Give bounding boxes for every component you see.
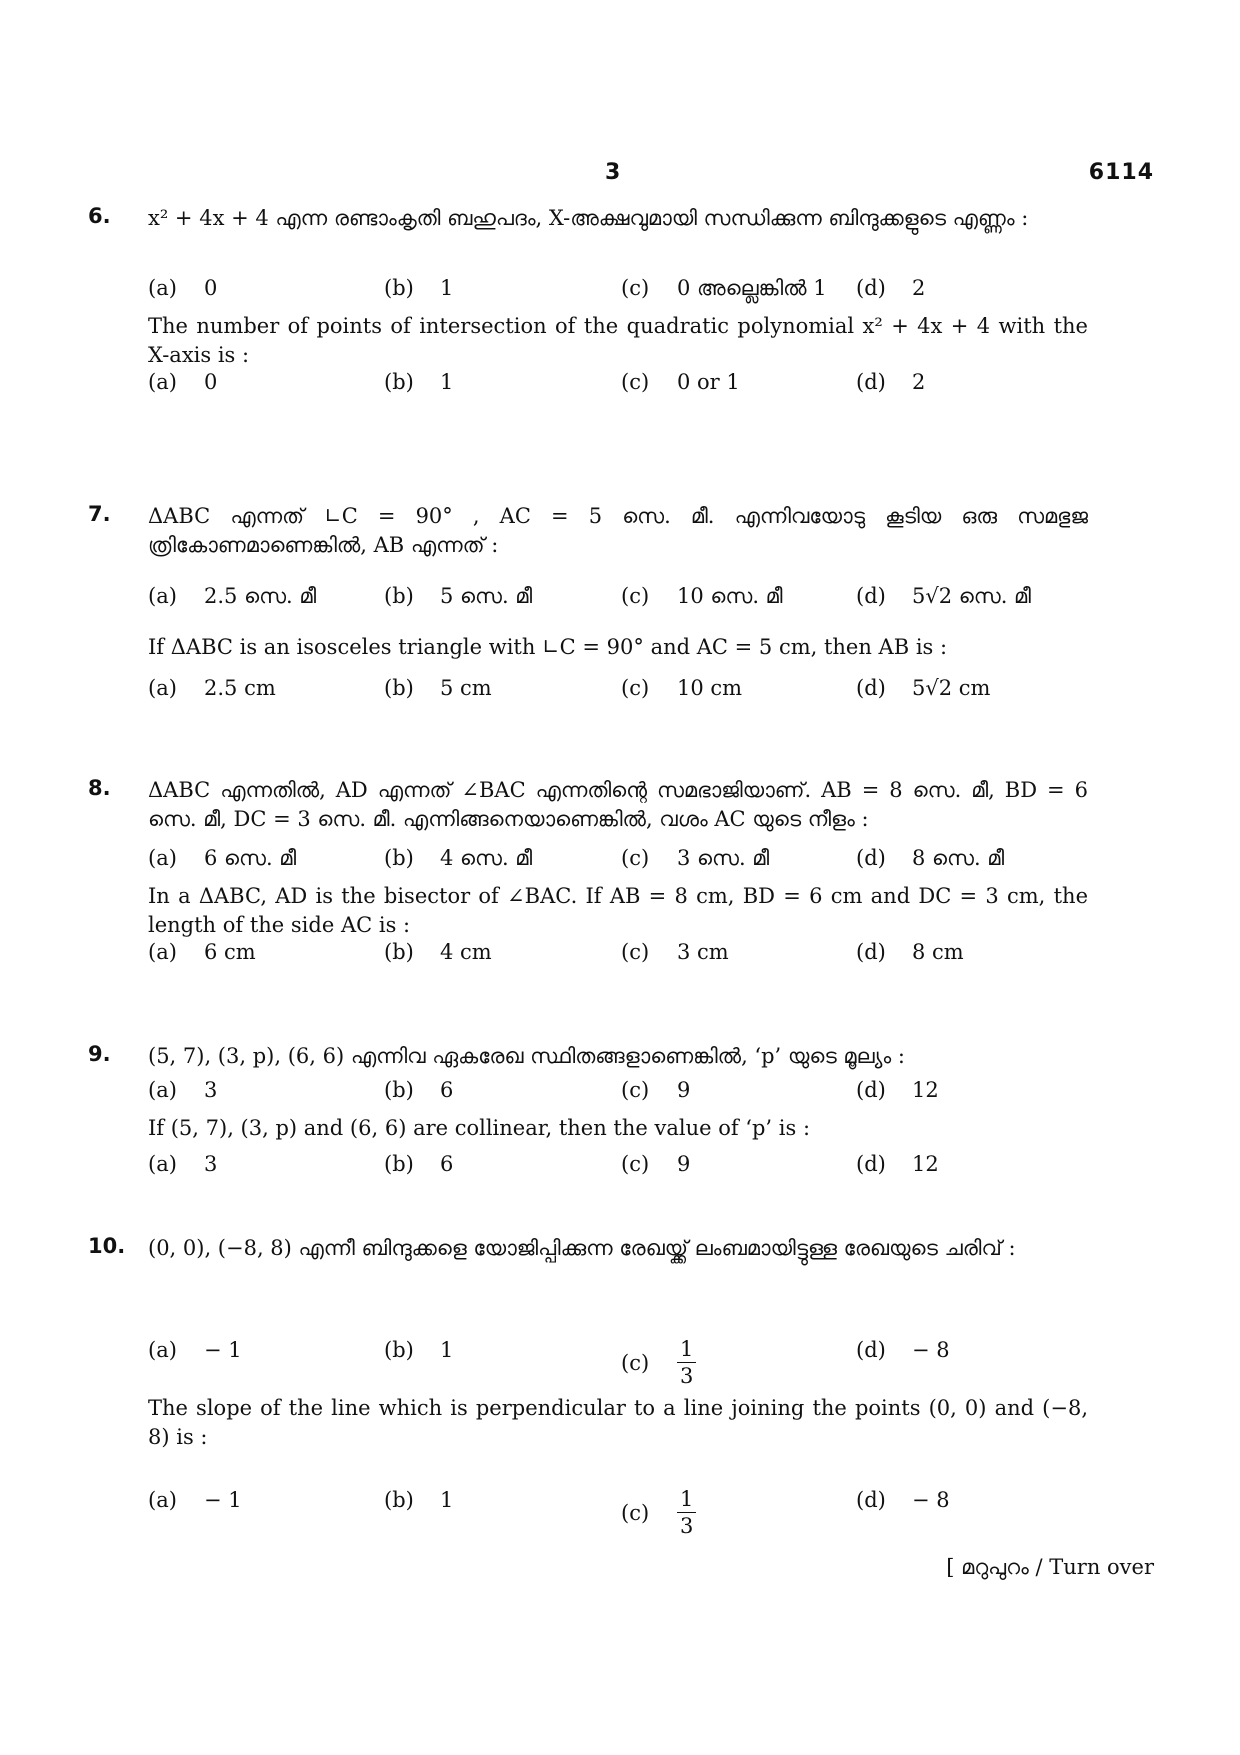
option-a [148,370,217,394]
option-text: 5√2 cm [912,676,991,700]
option-label: (a) [148,276,177,300]
option-label: (b) [384,1338,414,1362]
question-number: 9. [88,1042,111,1066]
options-en [148,676,1088,706]
option-text: 0 or 1 [677,370,740,394]
option-text: 8 സെ. മീ [912,846,1005,870]
option-label: (d) [856,676,886,700]
option-text: 2 [912,276,926,300]
option-d [856,584,1031,609]
option-label: (b) [384,676,414,700]
option-text: 5 cm [440,676,492,700]
option-text: 6 സെ. മീ [204,846,297,870]
option-b [384,1152,453,1176]
option-c [621,676,742,700]
option-text: − 1 [204,1338,242,1362]
option-d [856,1152,939,1176]
option-a [148,676,276,700]
option-text: − 1 [204,1488,242,1512]
option-c [621,940,729,964]
option-a [148,1488,242,1512]
option-text: 4 സെ. മീ [440,846,533,870]
option-label: (b) [384,1078,414,1102]
question-number: 10. [88,1234,126,1258]
options-ml [148,1337,1088,1388]
option-text: 5√2 സെ. മീ [912,584,1031,608]
option-label: (c) [621,676,650,700]
fraction-denominator: 3 [680,1514,694,1538]
option-text: 5 സെ. മീ [440,584,533,608]
option-c [621,1338,696,1391]
option-a [148,276,217,300]
option-text: 3 cm [677,940,729,964]
question-text-en: If (5, 7), (3, p) and (6, 6) are collinear, then the value of ‘p’ is : [148,1116,811,1140]
options-en [148,940,1088,970]
option-label: (a) [148,940,177,964]
option-text: 0 [204,276,218,300]
option-text: 10 സെ. മീ [677,584,783,608]
question-text-ml: ΔABC എന്നത് ∟C = 90° , AC = 5 സെ. മീ. എന്നിവയോടു കൂടിയ ഒരു സമഭുജ ത്രികോണമാണെങ്കിൽ, AB എന്നത് : [148,504,1088,557]
option-c [621,846,769,871]
option-label: (b) [384,846,414,870]
option-a [148,1338,242,1362]
question-number: 6. [88,204,111,228]
options-ml [148,584,1088,614]
question-text-ml: x² + 4x + 4 എന്ന രണ്ടാംകൃതി ബഹുപദം, X-അക്ഷവുമായി സന്ധിക്കുന്ന ബിന്ദുക്കളുടെ എണ്ണം : [148,206,1029,230]
option-b [384,1488,453,1512]
option-c [621,584,783,609]
option-text: 0 അല്ലെങ്കിൽ 1 [677,276,827,300]
option-a [148,584,316,609]
option-label: (a) [148,846,177,870]
option-label: (b) [384,940,414,964]
option-b [384,276,453,300]
option-label: (d) [856,940,886,964]
option-text: 1 [440,1338,454,1362]
option-text: 6 [440,1078,454,1102]
question-text-ml: ΔABC എന്നതിൽ, AD എന്നത് ∠BAC എന്നതിന്റെ സമഭാജിയാണ്. AB = 8 സെ. മീ, BD = 6 സെ. മീ, DC = 3 സെ. മീ. എന്നിങ്ങനെയാണെങ്കിൽ, വശം AC യുടെ നീളം : [148,778,1088,831]
question-number: 7. [88,502,111,526]
option-label: (c) [621,370,650,394]
option-label: (c) [621,584,650,608]
option-c [621,276,827,301]
option-text: 8 cm [912,940,964,964]
options-ml [148,846,1088,876]
question-text-ml: (5, 7), (3, p), (6, 6) എന്നിവ ഏകരേഖ സ്ഥിതങ്ങളാണെങ്കിൽ, ‘p’ യുടെ മൂല്യം : [148,1044,905,1068]
option-label: (a) [148,1152,177,1176]
option-b [384,940,492,964]
option-d [856,1078,939,1102]
option-text: 12 [912,1078,939,1102]
option-text: 6 cm [204,940,256,964]
option-b [384,1078,453,1102]
fraction [677,1486,696,1539]
question-number: 8. [88,776,111,800]
fraction-numerator: 1 [677,1336,696,1363]
option-label: (d) [856,370,886,394]
option-text: 3 സെ. മീ [677,846,770,870]
option-d [856,676,990,700]
option-text: 12 [912,1152,939,1176]
question-text-en: The slope of the line which is perpendicular to a line joining the points (0, 0) and (−8, 8) is : [148,1396,1088,1449]
option-text: − 8 [912,1338,950,1362]
options-en [148,1152,1088,1182]
option-label: (c) [621,940,650,964]
option-label: (d) [856,1338,886,1362]
options-en [148,370,1088,400]
option-c [621,1078,690,1102]
page-number: 3 [605,160,622,185]
question-text-en: If ΔABC is an isosceles triangle with ∟C = 90° and AC = 5 cm, then AB is : [148,635,948,659]
option-label: (b) [384,1152,414,1176]
option-a [148,846,296,871]
option-d [856,846,1004,871]
option-label: (c) [621,1351,650,1375]
option-label: (c) [621,846,650,870]
options-ml [148,1078,1088,1108]
fraction [677,1336,696,1389]
option-text: − 8 [912,1488,950,1512]
option-d [856,1488,950,1512]
option-b [384,676,492,700]
option-text: 10 cm [677,676,743,700]
option-text: 4 cm [440,940,492,964]
option-text: 1 [440,276,454,300]
option-label: (b) [384,276,414,300]
turn-over-note: [ മറുപുറം / Turn over [946,1555,1154,1579]
question-text-en: The number of points of intersection of the quadratic polynomial x² + 4x + 4 with the X-axis is : [148,314,1088,367]
option-text: 2.5 cm [204,676,276,700]
option-label: (b) [384,1488,414,1512]
option-text: 2 [912,370,926,394]
option-label: (d) [856,276,886,300]
option-text: 0 [204,370,218,394]
option-text: 9 [677,1152,691,1176]
fraction-denominator: 3 [680,1364,694,1388]
option-b [384,370,453,394]
option-label: (a) [148,676,177,700]
option-a [148,1152,217,1176]
option-label: (c) [621,1501,650,1525]
option-label: (a) [148,1078,177,1102]
option-text: 3 [204,1078,218,1102]
option-text: 1 [440,370,454,394]
option-label: (a) [148,584,177,608]
option-d [856,940,964,964]
options-en [148,1487,1088,1538]
option-label: (c) [621,1078,650,1102]
option-text: 1 [440,1488,454,1512]
question-text-en: In a ΔABC, AD is the bisector of ∠BAC. If AB = 8 cm, BD = 6 cm and DC = 3 cm, the length of the side AC is : [148,884,1088,937]
option-label: (d) [856,584,886,608]
option-label: (a) [148,1338,177,1362]
option-c [621,1152,690,1176]
option-text: 2.5 സെ. മീ [204,584,317,608]
option-b [384,846,532,871]
paper-code: 6114 [1088,160,1154,185]
option-label: (d) [856,846,886,870]
option-text: 9 [677,1078,691,1102]
option-label: (c) [621,276,650,300]
option-a [148,940,256,964]
option-d [856,370,925,394]
option-label: (b) [384,584,414,608]
options-ml [148,276,1088,306]
option-b [384,584,532,609]
option-text: 3 [204,1152,218,1176]
option-text: 6 [440,1152,454,1176]
option-c [621,370,740,394]
option-label: (b) [384,370,414,394]
question-text-ml: (0, 0), (−8, 8) എന്നീ ബിന്ദുക്കളെ യോജിപ്പിക്കുന്ന രേഖയ്ക്ക് ലംബമായിട്ടുള്ള രേഖയുടെ ചരിവ് : [148,1236,1016,1260]
fraction-numerator: 1 [677,1486,696,1513]
option-label: (d) [856,1488,886,1512]
option-c [621,1488,696,1541]
option-label: (c) [621,1152,650,1176]
option-a [148,1078,217,1102]
option-label: (d) [856,1078,886,1102]
option-label: (a) [148,370,177,394]
option-d [856,276,925,300]
option-d [856,1338,950,1362]
option-label: (d) [856,1152,886,1176]
option-b [384,1338,453,1362]
option-label: (a) [148,1488,177,1512]
